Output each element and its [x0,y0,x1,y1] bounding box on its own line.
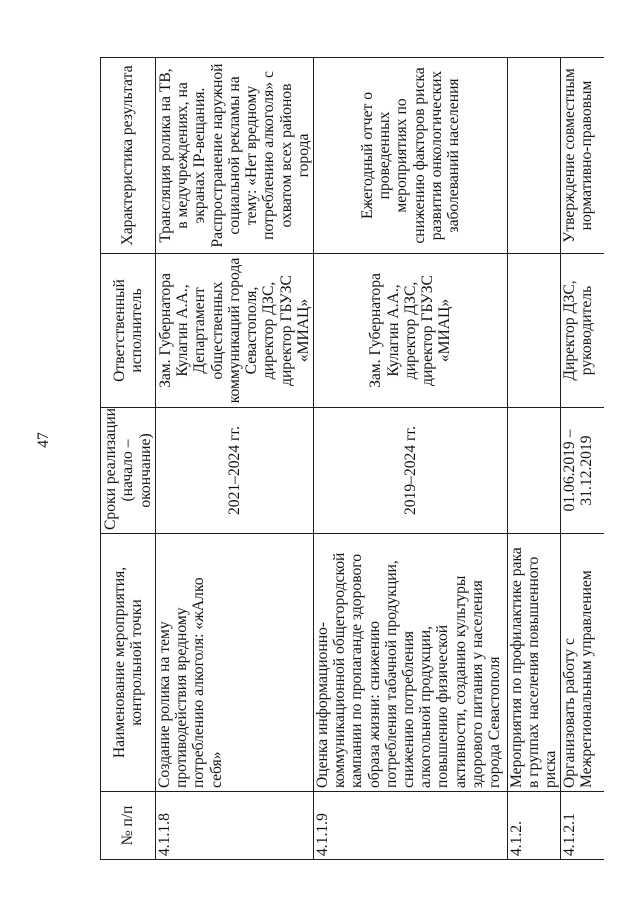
result-cell: Ежегодный отчет о проведенных мероприятиях по снижению факторов риска развития онкологических заболеваний населения [314,58,508,254]
row-number-cell: 4.1.2. [508,792,561,860]
result-cell: Утверждение совместным нормативно-правовым [561,58,604,254]
responsible-cell [508,254,561,408]
activity-name-cell: Организовать работу с Межрегиональным управлением [561,534,604,792]
row-number-cell: 4.1.2.1 [561,792,604,860]
row-number-cell: 4.1.1.8 [156,792,314,860]
table-row-4-1-1-8 [156,58,314,860]
activity-name-cell: Оценка информационно- коммуникационной общегородской кампании по пропаганде здорового образа жизни: снижению потребления табачной продукции, снижению потребления алкогольной продукции, повышению физической активности, созданию культуры здорового питания у населения города Севастополя [314,534,508,792]
header-number: № п/п [101,792,156,860]
header-activity-name: Наименование мероприятия, контрольной точки [101,534,156,792]
responsible-cell: Директор ДЗС, руководитель [561,254,604,408]
responsible-cell: Зам. Губернатора Кулагин А.А., Департамент общественных коммуникаций города Севастополя, директор ДЗС, директор ГБУЗС «МИАЦ» [156,254,314,408]
activities-table [100,57,604,860]
header-result: Характеристика результата [101,58,156,254]
period-cell: 2019–2024 гг. [314,408,508,534]
page-number: 47 [35,432,52,448]
header-responsible: Ответственный исполнитель [101,254,156,408]
row-number-cell: 4.1.1.9 [314,792,508,860]
table-row-4-1-2 [508,58,561,860]
table-row-4-1-1-9 [314,58,508,860]
header-period: Сроки реализации (начало – окончание) [101,408,156,534]
result-cell [508,58,561,254]
result-cell: Трансляция ролика на ТВ, в медучреждениях, на экранах IP-вещания. Распространение наружной социальной рекламы на тему: «Нет вредному потреблению алкоголя» с охватом всех районов города [156,58,314,254]
activity-name-cell: Создание ролика на тему противодействия вредному потреблению алкоголя: «жАлко себя» [156,534,314,792]
table-row-4-1-2-1 [561,58,604,860]
activity-name-cell: Мероприятия по профилактике рака в группах населения повышенного риска [508,534,561,792]
period-cell: 2021–2024 гг. [156,408,314,534]
responsible-cell: Зам. Губернатора Кулагин А.А., директор ДЗС, директор ГБУЗС «МИАЦ» [314,254,508,408]
period-cell [508,408,561,534]
table-header-row [101,58,156,860]
period-cell: 01.06.2019 – 31.12.2019 [561,408,604,534]
